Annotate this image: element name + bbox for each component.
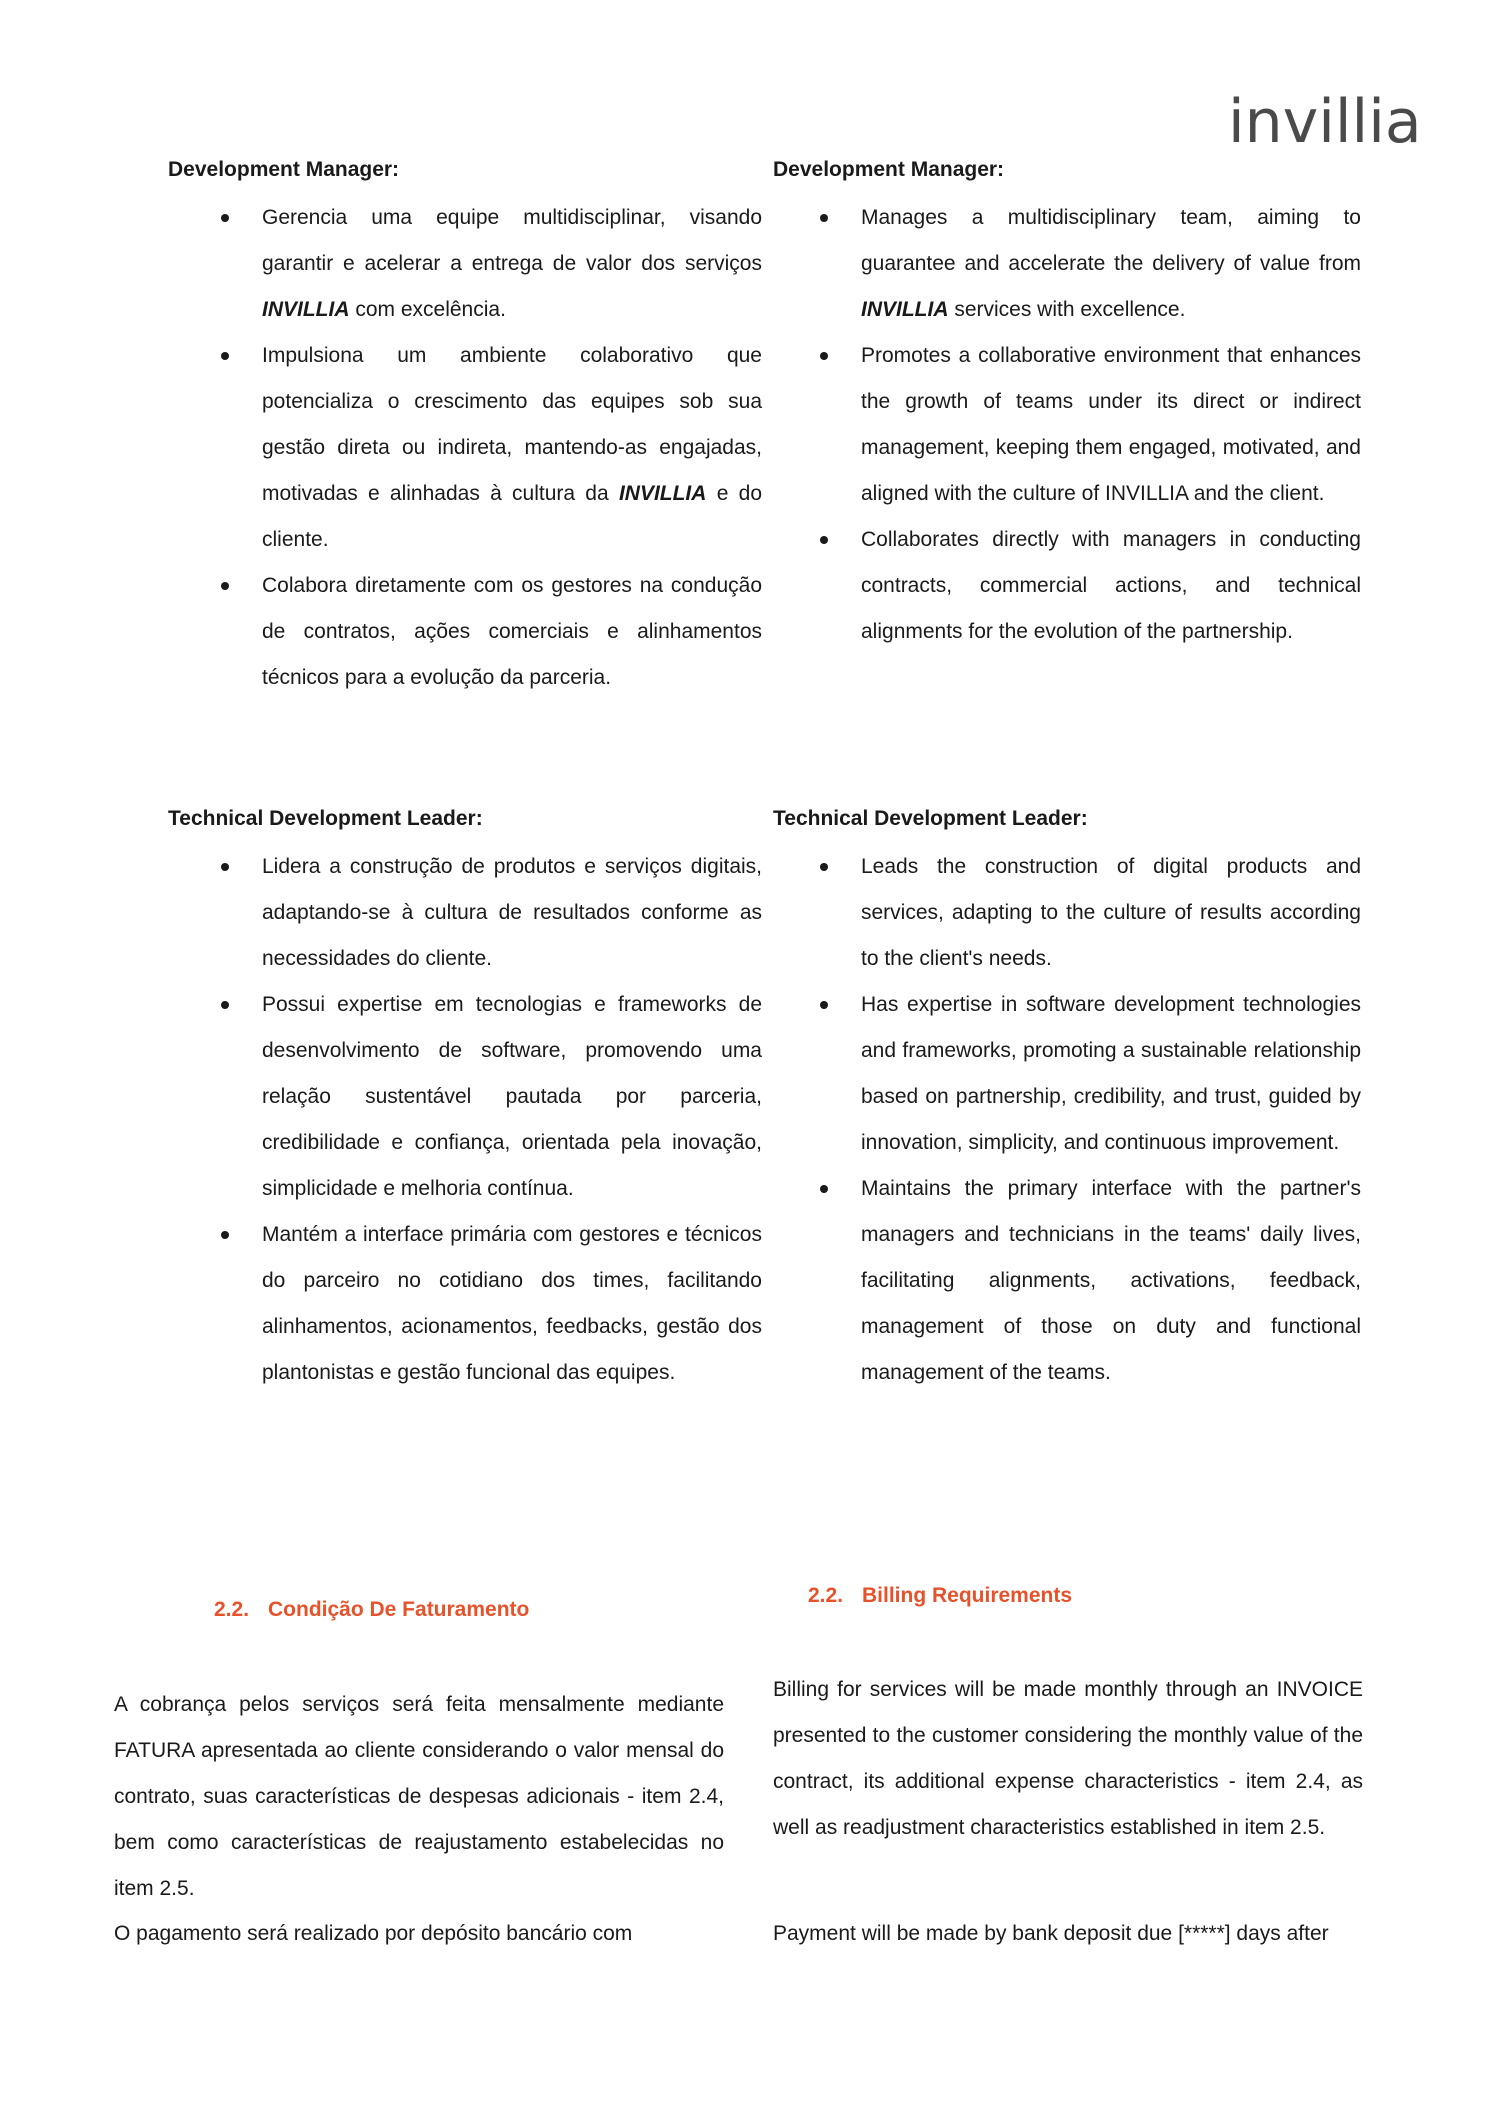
en-payment-paragraph: Payment will be made by bank deposit due [*****] days after (773, 1922, 1329, 1945)
en-tdl-list (861, 844, 1361, 1396)
en-billing-heading (808, 1582, 1072, 1610)
pt-dm-title: Development Manager: (168, 158, 400, 181)
pt-tdl-item-1: Lidera a construção de produtos e serviços digitais, adaptando-se à cultura de resultados conforme as necessidades do cliente. (262, 844, 762, 982)
en-billing-number: 2.2. (808, 1584, 844, 1607)
pt-dm-item-2: Impulsiona um ambiente colaborativo que potencializa o crescimento das equipes sob sua gestão direta ou indireta, mantendo-as engajadas, motivadas e alinhadas à cultura da INVILLIA e do cliente. (262, 333, 762, 563)
pt-billing-title: Condição De Faturamento (268, 1598, 530, 1621)
pt-tdl-item-3: Mantém a interface primária com gestores e técnicos do parceiro no cotidiano dos times, facilitando alinhamentos, acionamentos, feedbacks, gestão dos plantonistas e gestão funcional das equipes. (262, 1212, 762, 1396)
invillia-logo: invillia (1228, 87, 1422, 157)
pt-tdl-list (262, 844, 762, 1396)
pt-tdl-item-2: Possui expertise em tecnologias e frameworks de desenvolvimento de software, promovendo uma relação sustentável pautada por parceria, credibilidade e confiança, orientada pela inovação, simplicidade e melhoria contínua. (262, 982, 762, 1212)
pt-tdl-title: Technical Development Leader: (168, 807, 483, 830)
en-billing-title: Billing Requirements (862, 1584, 1073, 1607)
en-tdl-item-2: Has expertise in software development technologies and frameworks, promoting a sustainable relationship based on partnership, credibility, and trust, guided by innovation, simplicity, and continuous improvement. (861, 982, 1361, 1166)
pt-dm-item-3: Colabora diretamente com os gestores na condução de contratos, ações comerciais e alinhamentos técnicos para a evolução da parceria. (262, 563, 762, 701)
pt-dm-item-1: Gerencia uma equipe multidisciplinar, visando garantir e acelerar a entrega de valor dos serviços INVILLIA com excelência. (262, 195, 762, 333)
en-dm-item-2: Promotes a collaborative environment that enhances the growth of teams under its direct or indirect management, keeping them engaged, motivated, and aligned with the culture of INVILLIA and the client. (861, 333, 1361, 517)
en-dm-title: Development Manager: (773, 158, 1005, 181)
en-tdl-item-1: Leads the construction of digital products and services, adapting to the culture of results according to the client's needs. (861, 844, 1361, 982)
en-billing-paragraph: Billing for services will be made monthly through an INVOICE presented to the customer considering the monthly value of the contract, its additional expense characteristics - item 2.4, as well as readjustment characteristics established in item 2.5. (773, 1678, 1363, 1839)
en-tdl-title: Technical Development Leader: (773, 807, 1088, 830)
en-dm-list (861, 195, 1361, 655)
pt-billing-number: 2.2. (214, 1598, 250, 1621)
en-tdl-item-3: Maintains the primary interface with the partner's managers and technicians in the teams' daily lives, facilitating alignments, activations, feedback, management of those on duty and functional management of the teams. (861, 1166, 1361, 1396)
en-dm-item-1: Manages a multidisciplinary team, aiming to guarantee and accelerate the delivery of value from INVILLIA services with excellence. (861, 195, 1361, 333)
pt-dm-list (262, 195, 762, 701)
pt-payment-paragraph: O pagamento será realizado por depósito bancário com (114, 1922, 633, 1945)
pt-billing-paragraph: A cobrança pelos serviços será feita mensalmente mediante FATURA apresentada ao cliente considerando o valor mensal do contrato, suas características de despesas adicionais - item 2.4, bem como características de reajustamento estabelecidas no item 2.5. (114, 1693, 724, 1900)
en-dm-item-3: Collaborates directly with managers in conducting contracts, commercial actions, and technical alignments for the evolution of the partnership. (861, 517, 1361, 655)
pt-billing-heading (214, 1596, 529, 1624)
